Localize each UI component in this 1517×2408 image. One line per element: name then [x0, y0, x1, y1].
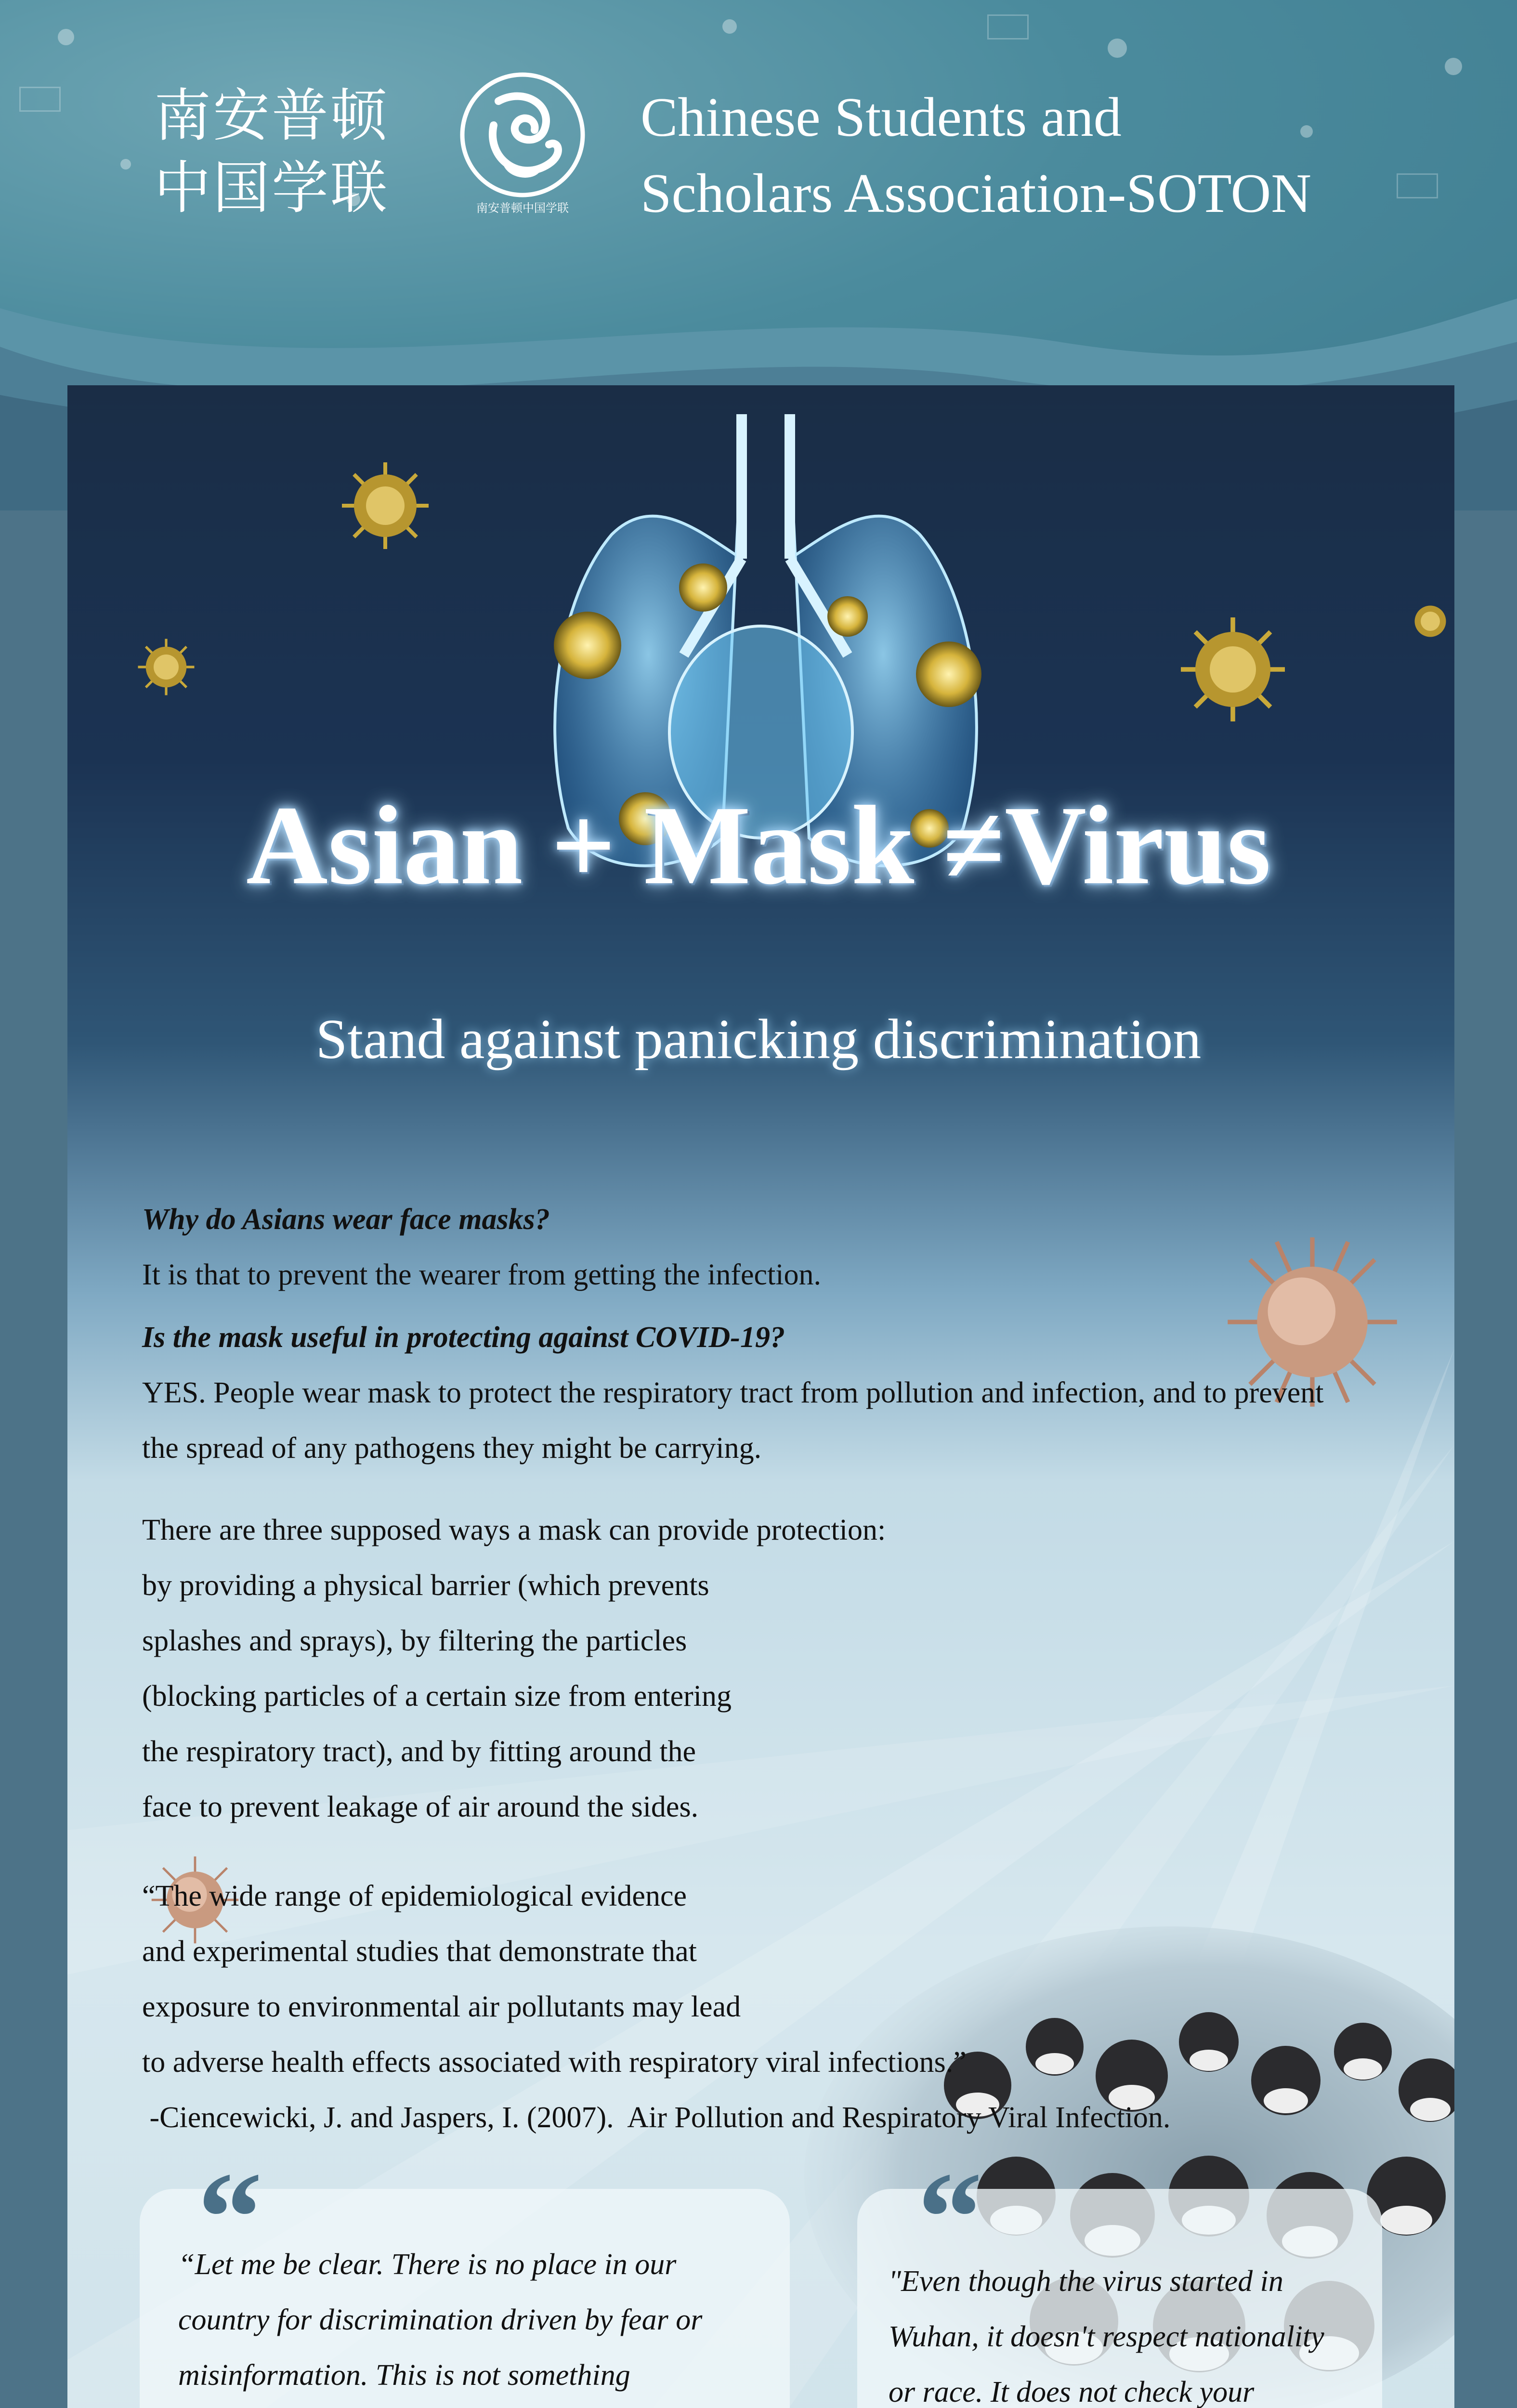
protection-line: the respiratory tract), and by fitting around the	[142, 1735, 696, 1768]
protection-line: (blocking particles of a certain size from entering	[142, 1680, 732, 1713]
quote-trudeau	[178, 2237, 707, 2408]
protection-line: face to prevent leakage of air around the sides.	[142, 1791, 699, 1823]
protection-line: splashes and sprays), by filtering the particles	[142, 1624, 687, 1657]
bubble-decoration	[722, 19, 737, 34]
protection-line: by providing a physical barrier (which prevents	[142, 1569, 709, 1602]
bubble-decoration	[1108, 39, 1127, 58]
virus-icon	[337, 458, 433, 554]
cn-name-line2: 中国学联	[154, 155, 390, 221]
quote-line	[178, 2403, 707, 2408]
quote-lee	[889, 2254, 1331, 2408]
citation-line: -Ciencewicki, J. and Jaspers, I. (2007). Air Pollution and Respiratory Viral Infection.	[142, 2101, 1171, 2134]
citation-line: exposure to environmental air pollutants may lead	[142, 1990, 741, 2023]
quote-line: “Let me be clear. There is no place in our	[178, 2248, 677, 2281]
poster-subtitle: Stand against panicking discrimination	[315, 1008, 1202, 1071]
quote-line: misinformation. This is not something	[178, 2359, 630, 2392]
faq-question-1: Why do Asians wear face masks?	[142, 1203, 550, 1236]
cn-name-line1: 南安普顿	[154, 82, 390, 149]
faq-answer-2-line: the spread of any pathogens they might be carrying.	[142, 1432, 762, 1465]
cssa-logo-icon	[453, 67, 592, 226]
hexagon-decoration	[987, 14, 1029, 39]
quote-line: Wuhan, it doesn't respect nationality	[889, 2320, 1324, 2353]
hexagon-decoration	[1397, 173, 1438, 198]
quote-line: or race. It does not check your	[889, 2376, 1255, 2408]
quote-mark-icon: “	[197, 2146, 262, 2290]
faq-question-2: Is the mask useful in protecting against COVID-19?	[142, 1321, 785, 1354]
association-name-chinese	[154, 79, 389, 224]
quote-mark-icon: “	[917, 2146, 982, 2290]
virus-icon	[1406, 597, 1454, 645]
en-name-line1: Chinese Students and	[641, 87, 1122, 148]
virus-icon	[135, 636, 197, 698]
en-name-line2: Scholars Association-SOTON	[641, 163, 1312, 224]
virus-icon	[1175, 612, 1291, 727]
quote-line: "Even though the virus started in	[889, 2265, 1283, 2298]
citation-line: to adverse health effects associated with respiratory viral infections.”	[142, 2046, 967, 2079]
protection-paragraph	[142, 1503, 886, 1835]
hexagon-decoration	[19, 87, 61, 112]
bubble-decoration	[58, 29, 74, 45]
faq-answer-1: It is that to prevent the wearer from getting the infection.	[142, 1258, 822, 1291]
quote-line: country for discrimination driven by fear or	[178, 2303, 703, 2336]
faq-answer-2-line: YES. People wear mask to protect the respiratory tract from pollution and infection, and to prevent	[142, 1376, 1324, 1409]
citation-line: and experimental studies that demonstrate that	[142, 1935, 697, 1968]
citation-paragraph	[142, 1869, 1170, 2146]
citation-line: “The wide range of epidemiological evidence	[142, 1880, 687, 1912]
faq-answer-2	[142, 1365, 1323, 1476]
association-name-english	[641, 79, 1311, 232]
poster-title: Asian + Mask ≠Virus	[246, 783, 1271, 908]
bubble-decoration	[1445, 58, 1462, 75]
protection-line: There are three supposed ways a mask can provide protection:	[142, 1514, 886, 1546]
bubble-decoration	[120, 159, 131, 170]
logo-text: 南安普顿中国学联	[476, 201, 569, 215]
